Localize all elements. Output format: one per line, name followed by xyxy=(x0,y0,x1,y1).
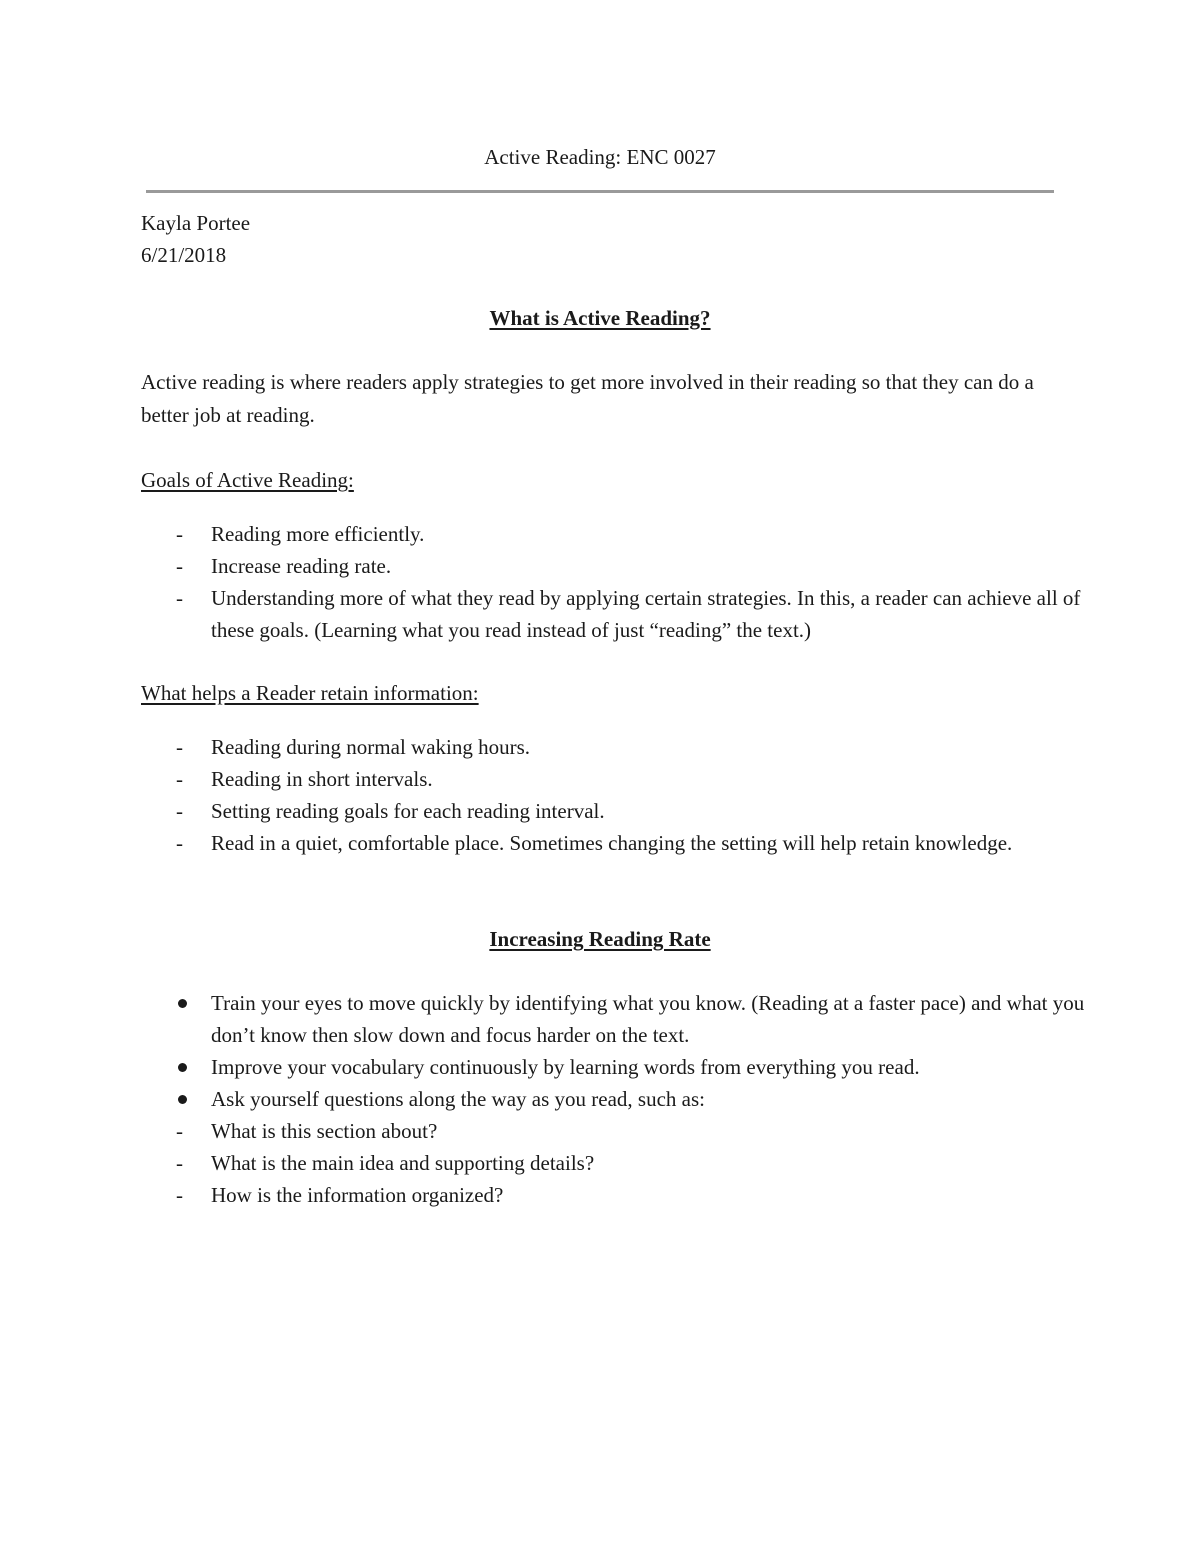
retain-text: Reading in short intervals. xyxy=(211,767,433,791)
goal-text: Increase reading rate. xyxy=(211,554,392,578)
rate-text: How is the information organized? xyxy=(211,1183,504,1207)
list-item xyxy=(0,1179,1100,1211)
retain-subheading: What helps a Reader retain information: xyxy=(141,681,479,705)
dash-marker: - xyxy=(176,735,183,759)
dash-marker: - xyxy=(176,767,183,791)
list-item xyxy=(0,987,1100,1051)
header-divider xyxy=(146,190,1054,193)
list-item xyxy=(0,795,1100,827)
rate-text: What is this section about? xyxy=(211,1119,438,1143)
rate-text: Train your eyes to move quickly by identifying what you know. (Reading at a faster pace) and what you don’t know then slow down and focus harder on the text. xyxy=(211,991,1085,1047)
dash-marker: - xyxy=(176,799,183,823)
goals-subheading: Goals of Active Reading: xyxy=(141,468,354,492)
retain-text: Reading during normal waking hours. xyxy=(211,735,531,759)
list-item xyxy=(0,1051,1100,1083)
dash-marker: - xyxy=(176,522,183,546)
bullet-icon xyxy=(178,999,187,1008)
list-item xyxy=(0,518,1100,550)
rate-text: What is the main idea and supporting details? xyxy=(211,1151,595,1175)
list-item xyxy=(0,827,1100,859)
list-item xyxy=(0,550,1100,582)
author-date: 6/21/2018 xyxy=(141,243,227,267)
goal-text: Reading more efficiently. xyxy=(211,522,425,546)
list-item xyxy=(0,731,1100,763)
list-item xyxy=(0,1115,1100,1147)
section-heading-reading-rate: Increasing Reading Rate xyxy=(489,927,711,951)
dash-marker: - xyxy=(176,586,183,610)
reading-rate-list xyxy=(0,987,1100,1211)
rate-text: Ask yourself questions along the way as you read, such as: xyxy=(211,1087,705,1111)
dash-marker: - xyxy=(176,831,183,855)
retain-list xyxy=(0,731,1100,859)
retain-text: Setting reading goals for each reading interval. xyxy=(211,799,605,823)
dash-marker: - xyxy=(176,1151,183,1175)
goals-list xyxy=(0,518,1100,646)
bullet-icon xyxy=(178,1095,187,1104)
rate-text: Improve your vocabulary continuously by learning words from everything you read. xyxy=(211,1055,920,1079)
bullet-icon xyxy=(178,1063,187,1072)
dash-marker: - xyxy=(176,1183,183,1207)
list-item xyxy=(0,1147,1100,1179)
list-item xyxy=(0,763,1100,795)
author-block xyxy=(141,207,250,271)
goal-text: Understanding more of what they read by applying certain strategies. In this, a reader can achieve all of these goals. (Learning what you read instead of just “reading” the text.) xyxy=(211,586,1081,642)
list-item xyxy=(0,1083,1100,1115)
definition-paragraph: Active reading is where readers apply strategies to get more involved in their reading so that they can do a better job at reading. xyxy=(141,370,1034,427)
author-name: Kayla Portee xyxy=(141,211,251,235)
dash-marker: - xyxy=(176,554,183,578)
dash-marker: - xyxy=(176,1119,183,1143)
list-item xyxy=(0,582,1100,646)
section-heading-what-is: What is Active Reading? xyxy=(489,306,711,330)
document-header-title: Active Reading: ENC 0027 xyxy=(484,145,716,169)
retain-text: Read in a quiet, comfortable place. Sometimes changing the setting will help retain knowledge. xyxy=(211,831,1013,855)
